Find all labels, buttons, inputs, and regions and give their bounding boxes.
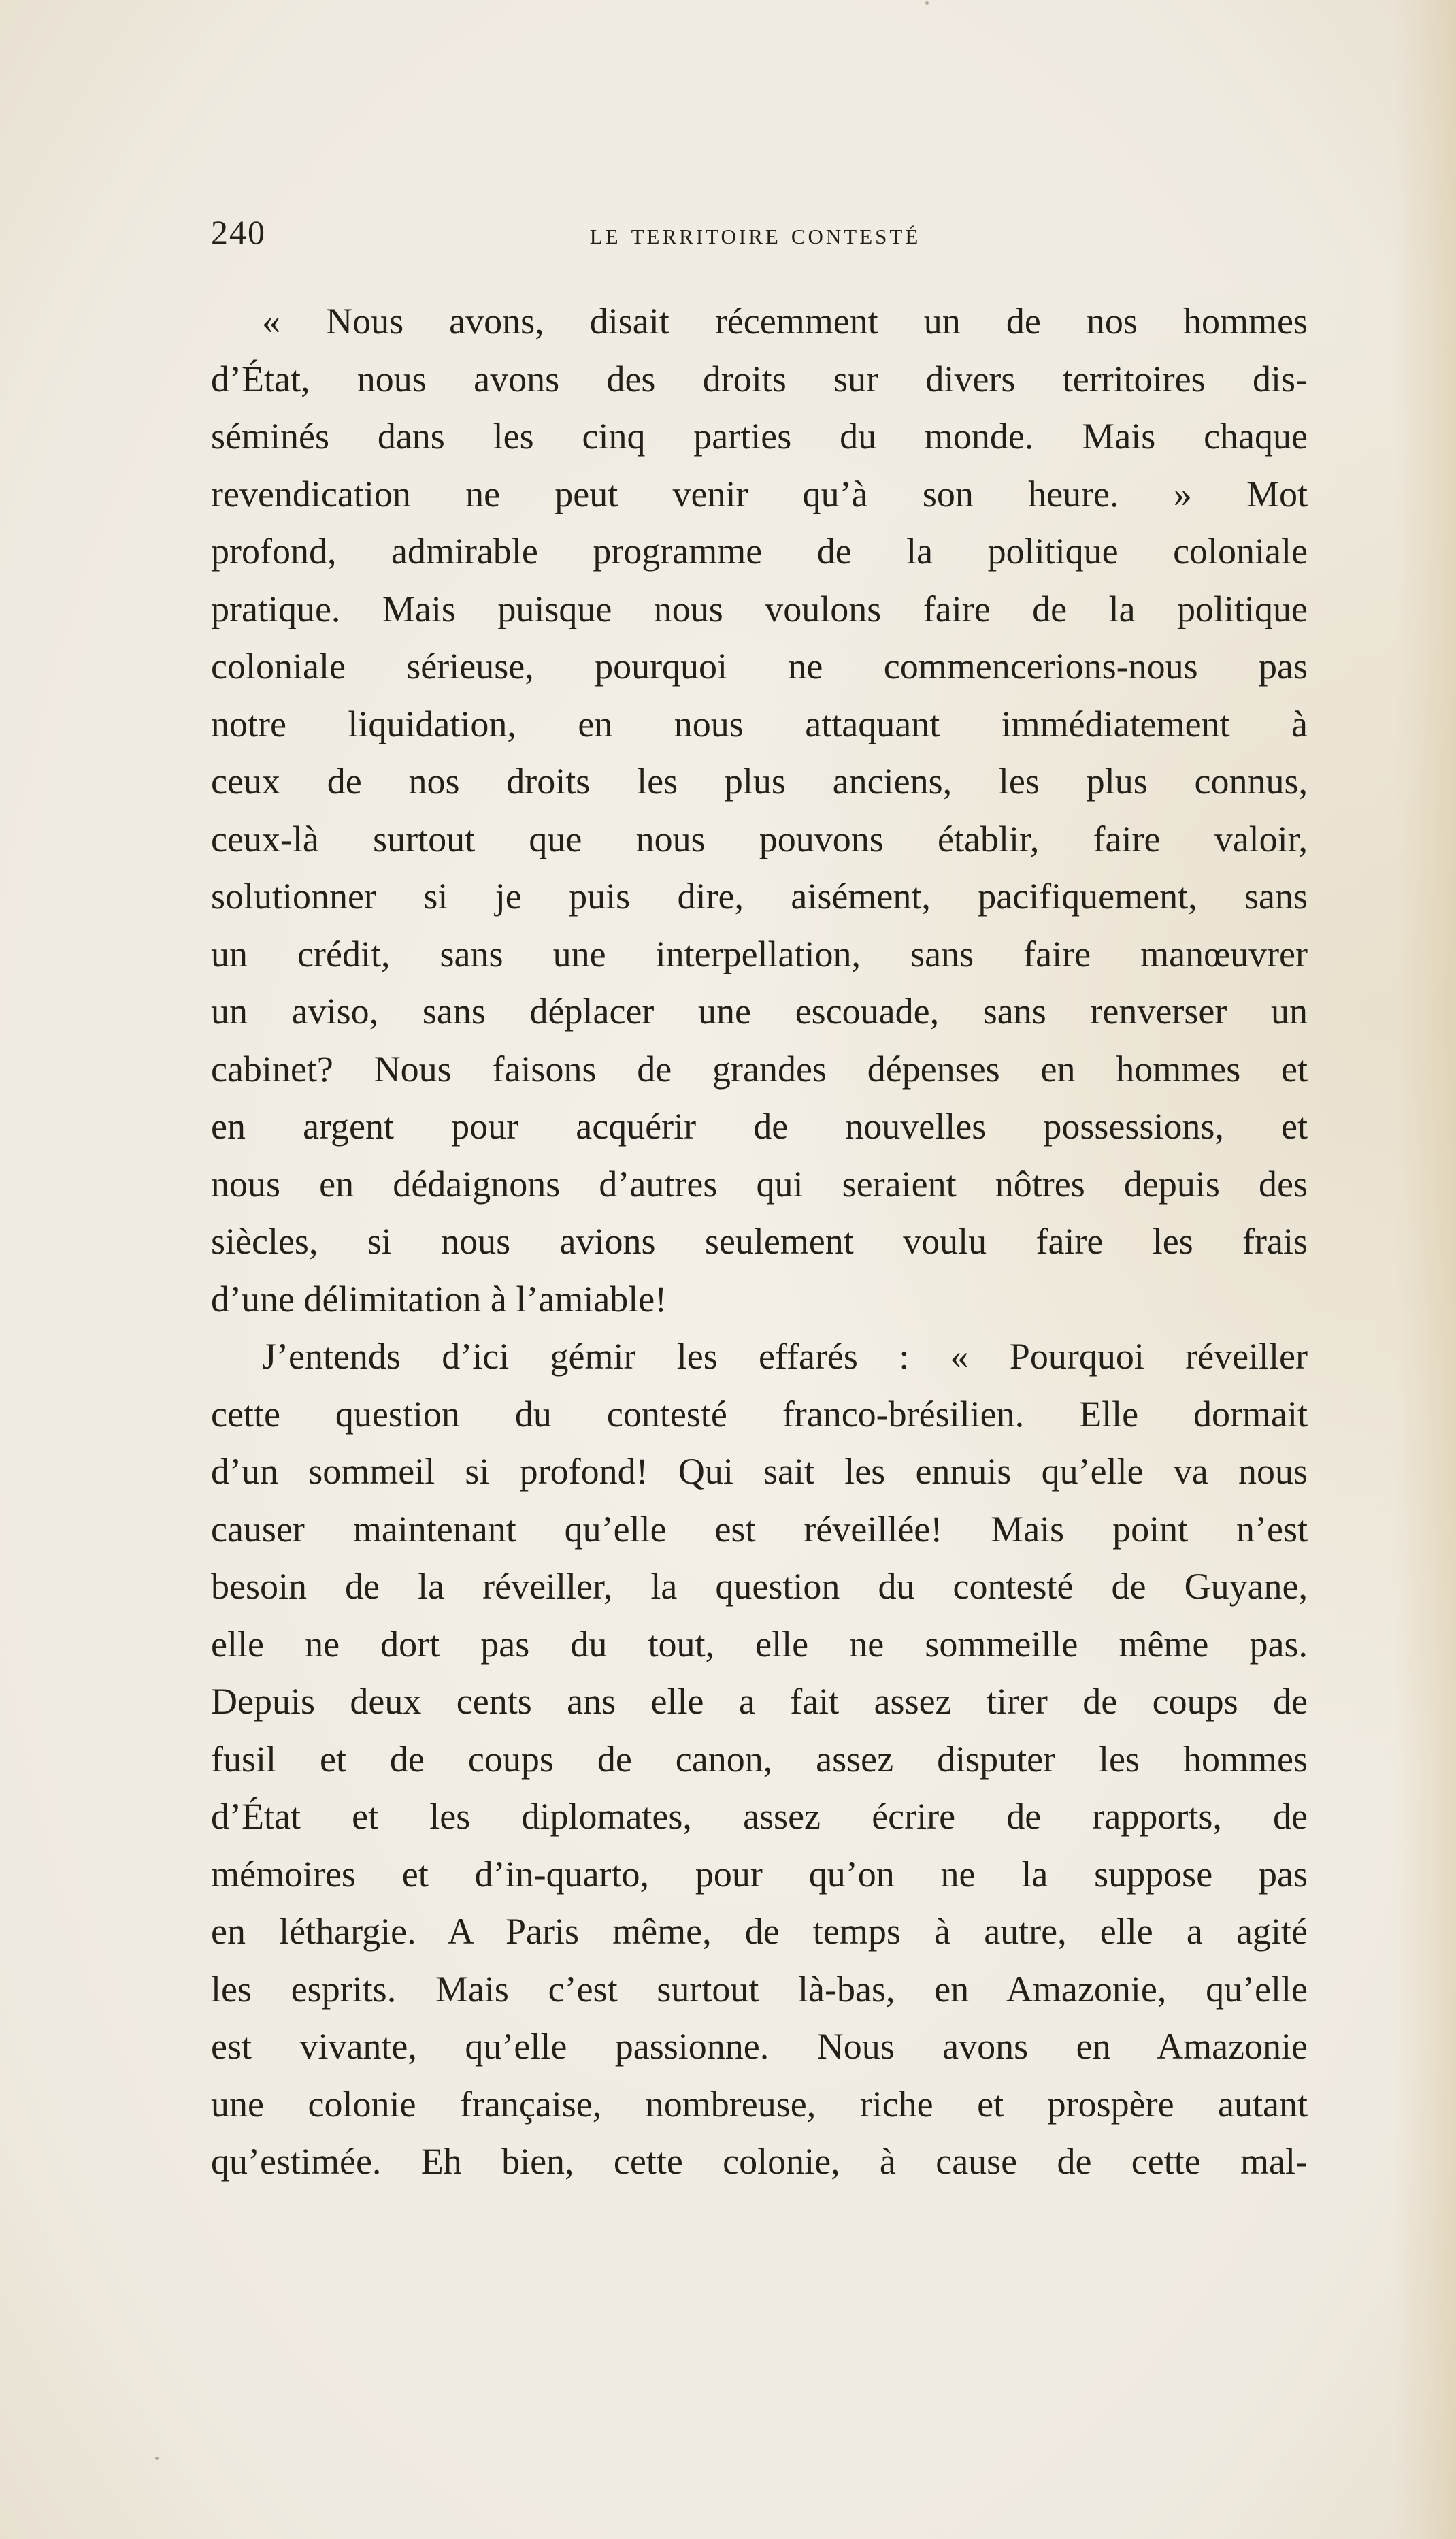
text-line: ceux de nos droits les plus anciens, les plus connus, — [211, 761, 1308, 802]
text-line: d’un sommeil si profond! Qui sait les ennuis qu’elle va nous — [211, 1451, 1308, 1492]
text-line: « Nous avons, disait récemment un de nos hommes — [262, 301, 1308, 342]
text-line: nous en dédaignons d’autres qui seraient nôtres depuis des — [211, 1163, 1308, 1205]
text-line: ceux-là surtout que nous pouvons établir, faire valoir, — [211, 818, 1308, 859]
text-line: siècles, si nous avions seulement voulu faire les frais — [211, 1221, 1308, 1262]
text-line: mémoires et d’in-quarto, pour qu’on ne la suppose pas — [211, 1853, 1308, 1895]
text-line: cette question du contesté franco-brésilien. Elle dormait — [211, 1393, 1308, 1435]
text-line: revendication ne peut venir qu’à son heure. » Mot — [211, 473, 1308, 514]
text-line: fusil et de coups de canon, assez disputer les hommes — [211, 1738, 1308, 1780]
text-line: les esprits. Mais c’est surtout là-bas, en Amazonie, qu’elle — [211, 1968, 1308, 2010]
text-line: d’une délimitation à l’amiable! — [211, 1278, 667, 1320]
text-line: pratique. Mais puisque nous voulons faire de la politique — [211, 588, 1308, 629]
text-line: coloniale sérieuse, pourquoi ne commencerions-nous pas — [211, 646, 1308, 687]
text-line: cabinet? Nous faisons de grandes dépenses en hommes et — [211, 1048, 1308, 1090]
text-line: un aviso, sans déplacer une escouade, sans renverser un — [211, 991, 1308, 1032]
text-line: une colonie française, nombreuse, riche et prospère autant — [211, 2083, 1308, 2125]
text-line: Depuis deux cents ans elle a fait assez tirer de coups de — [211, 1681, 1308, 1722]
running-title: le territoire contesté — [589, 217, 921, 250]
text-line: séminés dans les cinq parties du monde. Mais chaque — [211, 416, 1308, 457]
text-line: en argent pour acquérir de nouvelles possessions, et — [211, 1106, 1308, 1147]
text-line: solutionner si je puis dire, aisément, pacifiquement, sans — [211, 876, 1308, 917]
text-line: est vivante, qu’elle passionne. Nous avons en Amazonie — [211, 2026, 1308, 2067]
text-line: un crédit, sans une interpellation, sans faire manœuvrer — [211, 933, 1308, 974]
text-line: en léthargie. A Paris même, de temps à autre, elle a agité — [211, 1911, 1308, 1952]
page-number: 240 — [211, 213, 266, 251]
paper-speck — [925, 1, 929, 5]
body-text — [211, 293, 1308, 2191]
paper-speck — [155, 2457, 159, 2460]
text-line: notre liquidation, en nous attaquant immédiatement à — [211, 703, 1308, 744]
text-line: d’État et les diplomates, assez écrire de rapports, de — [211, 1796, 1308, 1837]
text-line: elle ne dort pas du tout, elle ne sommeille même pas. — [211, 1623, 1308, 1665]
text-line: causer maintenant qu’elle est réveillée! Mais point n’est — [211, 1508, 1308, 1550]
text-line: besoin de la réveiller, la question du contesté de Guyane, — [211, 1566, 1308, 1607]
text-line: J’entends d’ici gémir les effarés : « Pourquoi réveiller — [262, 1336, 1308, 1377]
page-header — [211, 212, 1300, 253]
text-line: qu’estimée. Eh bien, cette colonie, à cause de cette mal- — [211, 2141, 1308, 2182]
page-edge-shading — [1395, 0, 1456, 2539]
text-line: profond, admirable programme de la politique coloniale — [211, 531, 1308, 572]
text-line: d’État, nous avons des droits sur divers territoires dis- — [211, 358, 1308, 399]
